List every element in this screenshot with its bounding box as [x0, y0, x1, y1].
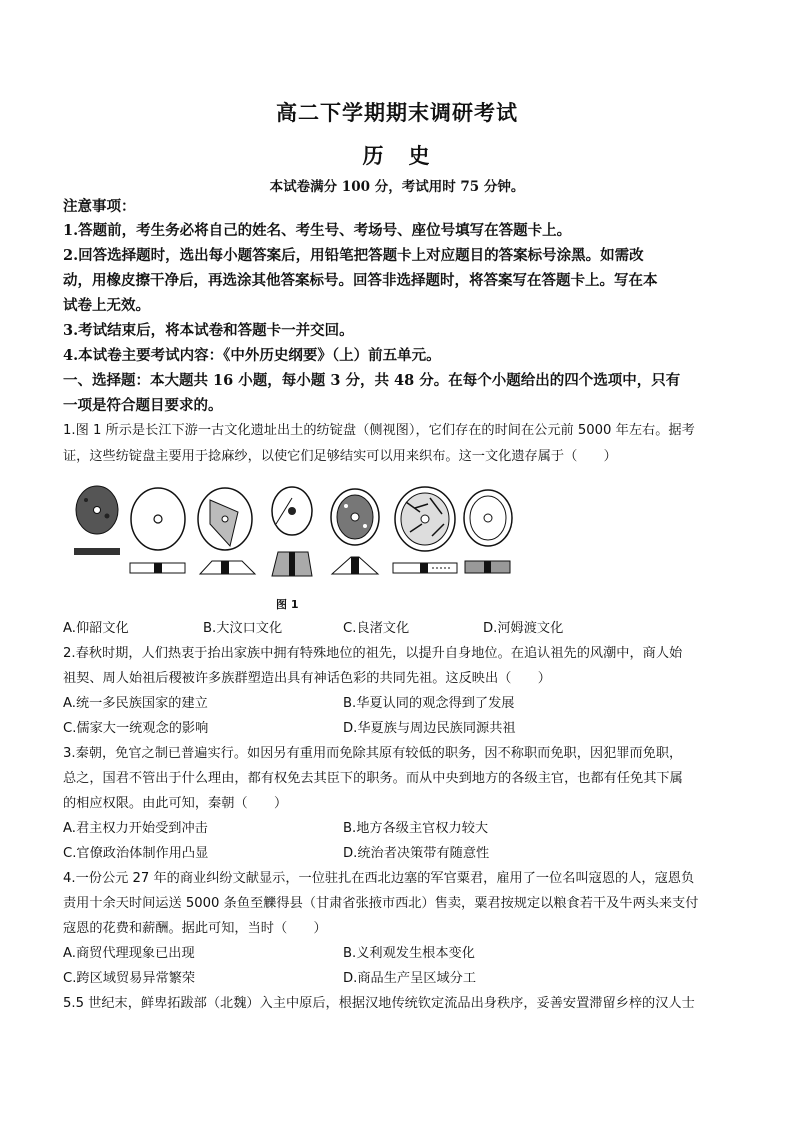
spindle-whorl-3-icon: [198, 488, 255, 574]
question-3-line-2: 总之，国君不管出于什么理由，都有权免去其臣下的职务。而从中央到地方的各级主官，也都有任免其下属: [63, 771, 683, 786]
spindle-whorl-7-icon: [464, 490, 512, 573]
question-4-option-c[interactable]: C.跨区域贸易异常繁荣: [63, 971, 196, 986]
notice-item-4: 4.本试卷主要考试内容：《中外历史纲要》（上）前五单元。: [63, 347, 441, 364]
score-time-line: 本试卷满分 100 分，考试用时 75 分钟。: [269, 179, 525, 195]
exam-subject: 历 史: [362, 143, 432, 168]
question-2-option-d[interactable]: D.华夏族与周边民族同源共祖: [343, 721, 516, 736]
question-3-option-a[interactable]: A.君主权力开始受到冲击: [63, 821, 208, 836]
question-2-option-c[interactable]: C.儒家大一统观念的影响: [63, 721, 209, 736]
question-1-line-1: 1.图 1 所示是长江下游一古文化遗址出土的纺锭盘（侧视图），它们存在的时间在公元前 5000 年左右。据考: [63, 423, 695, 438]
question-3-line-3: 的相应权限。由此可知，秦朝（ ）: [63, 796, 288, 811]
question-4-line-2: 责用十余天时间运送 5000 条鱼至觻得县（甘肃省张掖市西北）售卖，粟君按规定以粮食若干及牛两头来支付: [63, 896, 699, 911]
question-2-option-b[interactable]: B.华夏认同的观念得到了发展: [343, 696, 515, 711]
question-4-option-a[interactable]: A.商贸代理现象已出现: [63, 946, 195, 961]
notice-item-1: 1.答题前，考生务必将自己的姓名、考生号、考场号、座位号填写在答题卡上。: [63, 222, 572, 239]
question-1-option-d[interactable]: D.河姆渡文化: [483, 621, 564, 636]
spindle-whorl-6-icon: [393, 487, 457, 573]
spindle-whorls-figure: [70, 484, 530, 580]
spindle-whorl-2-icon: [130, 488, 185, 573]
spindle-whorl-1-icon: [74, 486, 120, 555]
question-1-option-b[interactable]: B.大汶口文化: [203, 621, 283, 636]
question-1-option-c[interactable]: C.良渚文化: [343, 621, 410, 636]
section-1-heading-line-1: 一、选择题：本大题共 16 小题，每小题 3 分，共 48 分。在每个小题给出的四个选项中，只有: [63, 372, 681, 389]
question-4-line-1: 4.一份公元 27 年的商业纠纷文献显示，一位驻扎在西北边塞的军官粟君，雇用了一位名叫寇恩的人，寇恩负: [63, 871, 695, 886]
question-2-line-2: 祖契、周人始祖后稷被许多族群塑造出具有神话色彩的共同先祖。这反映出（ ）: [63, 671, 551, 686]
question-4-option-b[interactable]: B.义利观发生根本变化: [343, 946, 475, 961]
notice-item-2-line-3: 试卷上无效。: [63, 297, 150, 314]
notice-item-3: 3.考试结束后，将本试卷和答题卡一并交回。: [63, 322, 354, 339]
question-3-option-b[interactable]: B.地方各级主官权力较大: [343, 821, 489, 836]
question-1-line-2: 证，这些纺锭盘主要用于捻麻纱，以使它们足够结实可以用来织布。这一文化遗存属于（ ）: [63, 449, 617, 464]
question-2-option-a[interactable]: A.统一多民族国家的建立: [63, 696, 208, 711]
question-3-option-d[interactable]: D.统治者决策带有随意性: [343, 846, 490, 861]
notice-item-2-line-1: 2.回答选择题时，选出每小题答案后，用铅笔把答题卡上对应题目的答案标号涂黑。如需改: [63, 247, 644, 264]
notice-heading: 注意事项：: [63, 198, 136, 215]
section-1-heading-line-2: 一项是符合题目要求的。: [63, 397, 223, 414]
question-2-line-1: 2.春秋时期，人们热衷于抬出家族中拥有特殊地位的祖先，以提升自身地位。在追认祖先的风潮中，商人始: [63, 646, 683, 661]
question-4-option-d[interactable]: D.商品生产呈区域分工: [343, 971, 477, 986]
question-5-line-1: 5.5 世纪末，鲜卑拓跋部（北魏）入主中原后，根据汉地传统钦定流品出身秩序，妥善安置滞留乡梓的汉人士: [63, 996, 695, 1011]
figure-1-caption: 图 1: [276, 598, 299, 611]
question-4-line-3: 寇恩的花费和薪酬。据此可知，当时（ ）: [63, 921, 327, 936]
question-3-option-c[interactable]: C.官僚政治体制作用凸显: [63, 846, 209, 861]
exam-title: 高二下学期期末调研考试: [276, 100, 518, 125]
notice-item-2-line-2: 动，用橡皮擦干净后，再选涂其他答案标号。回答非选择题时，将答案写在答题卡上。写在本: [63, 272, 658, 289]
spindle-whorl-4-icon: [272, 487, 312, 576]
spindle-whorl-5-icon: [331, 489, 379, 574]
question-3-line-1: 3.秦朝，免官之制已普遍实行。如因另有重用而免除其原有较低的职务，因不称职而免职，因犯罪而免职，: [63, 746, 683, 761]
question-1-option-a[interactable]: A.仰韶文化: [63, 621, 129, 636]
